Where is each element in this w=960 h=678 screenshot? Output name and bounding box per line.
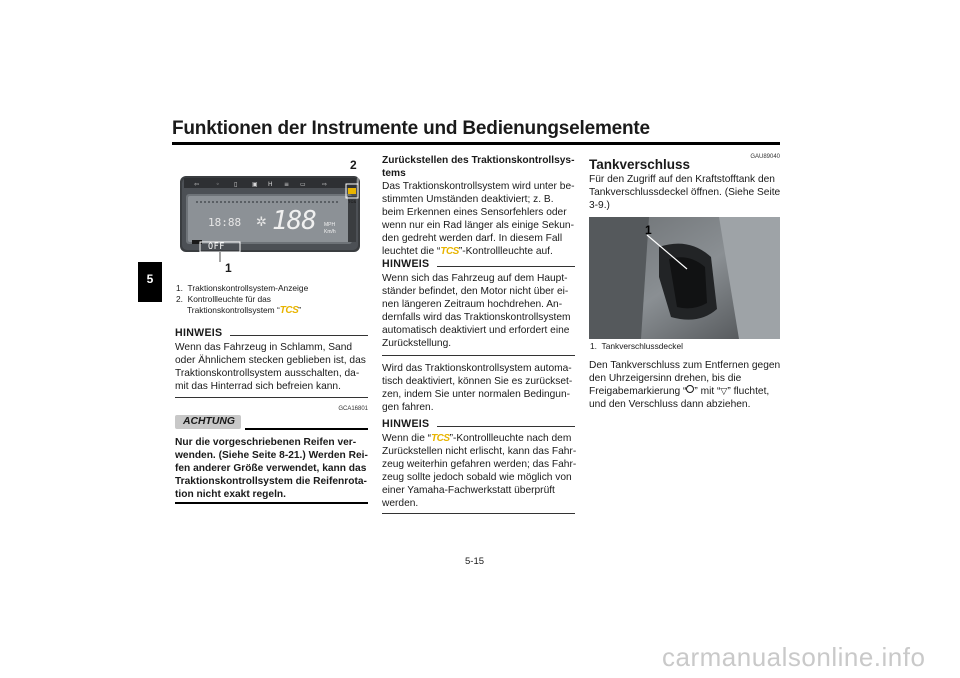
lcd-off-text: OFF <box>208 242 225 252</box>
caption-2: 2. Kontrollleuchte für das <box>176 294 271 304</box>
fuel-cap-photo <box>589 217 780 339</box>
tcs-symbol: TCS <box>431 433 450 444</box>
code-gau89040: GAU89040 <box>750 154 780 160</box>
lcd-tcs-label: TCS <box>348 199 356 204</box>
achtung-rule <box>245 428 368 430</box>
caption-1: 1. Traktionskontrollsystem-Anzeige <box>176 283 309 293</box>
watermark: carmanualsonline.info <box>662 642 926 672</box>
dashboard-illustration <box>172 158 368 276</box>
caption-2-cont: Traktionskontrollsystem “TCS” <box>187 305 302 316</box>
hinweis2-bottom-rule <box>382 513 575 514</box>
photo-caption: 1. Tankverschlussdeckel <box>590 341 683 351</box>
lcd-small-digits: 18:88 <box>208 216 242 229</box>
svg-text:≡: ≡ <box>284 181 290 188</box>
svg-text:▣: ▣ <box>252 181 258 188</box>
dashboard-figure <box>172 158 368 276</box>
triangle-down-icon: ▽ <box>720 386 728 396</box>
svg-text:▭: ▭ <box>300 181 306 188</box>
chapter-tab: 5 <box>138 262 162 302</box>
hinweis1-heading: HINWEIS <box>382 258 430 270</box>
tank-intro: Für den Zugriff auf den Kraftstofftank den Tankverschlussdeckel öffnen. (Siehe Seite 3-9.) <box>589 174 781 211</box>
hinweis-rule <box>230 335 368 336</box>
tank-body: Den Tankverschluss zum Entfernen gegen den Uhrzeigersinn drehen, bis die Freigabemarkierung “ ” mit “▽” fluchtet, und den Verschluss dann abziehen. <box>589 360 781 410</box>
reset-heading: Zurückstellen des Traktionskontrollsys- tems <box>382 155 575 179</box>
hinweis2-rule <box>437 426 575 427</box>
hinweis-bottom-rule <box>175 397 368 398</box>
page-title: Funktionen der Instrumente und Bedienungselemente <box>172 118 650 139</box>
lcd-speed-digits: 188 <box>272 206 316 236</box>
achtung-badge: ACHTUNG <box>175 415 241 429</box>
svg-text:⇦: ⇦ <box>194 181 200 188</box>
hinweis1-text: Wenn sich das Fahrzeug auf dem Haupt- ständer befindet, den Motor nicht über ei- nen längeren Zeitraum hochdrehen. An- dernfalls wird das Traktionskontrollsystem automatisch deaktiviert und erfordert eine Zurückstellung. <box>382 273 571 349</box>
callout-1: 1 <box>225 261 232 275</box>
reset-paragraph: Das Traktionskontrollsystem wird unter be- stimmten Umständen deaktiviert; z. B. beim Erkennen eines Sensorfehlers oder wenn nur ein Rad länger als einige Sekun- den gedreht werden darf. In diesem Fall leuchtet die “TCS”-Kontrollleuchte auf. <box>382 181 575 257</box>
achtung-bottom-rule <box>175 502 368 504</box>
fuel-cap-illustration <box>589 217 780 339</box>
svg-text:◦: ◦ <box>216 181 220 188</box>
code-gca16801: GCA16801 <box>338 406 368 412</box>
hinweis2-text: Wenn die “TCS”-Kontrollleuchte nach dem Zurückstellen nicht erlischt, kann das Fahr- zeug weiterhin gefahren werden; das Fahr- zeug sollte jedoch sobald wie möglich von einer Yamaha-Fachwerkstatt überprüft werden. <box>382 433 577 509</box>
lcd-unit-kmh: Km/h <box>324 229 336 235</box>
svg-text:▯: ▯ <box>234 181 238 188</box>
svg-text:H: H <box>268 181 273 188</box>
hinweis-heading: HINWEIS <box>175 327 223 339</box>
lcd-snowflake-icon: ✲ <box>256 214 267 229</box>
hinweis1-rule <box>437 266 575 267</box>
tank-title: Tankverschluss <box>589 157 691 172</box>
tcs-symbol: TCS <box>279 305 299 316</box>
svg-text:⇨: ⇨ <box>322 181 328 188</box>
achtung-text: Nur die vorgeschriebenen Reifen ver- wenden. (Siehe Seite 8-21.) Werden Rei- fen anderer Größe verwendet, kann das Traktionskontrollsystem die Reifenrota- tion nicht exakt regeln. <box>175 437 368 500</box>
callout-2: 2 <box>350 158 357 172</box>
hinweis-text: Wenn das Fahrzeug in Schlamm, Sand oder Ähnlichem stecken geblieben ist, das Traktionskontrollsystem ausschalten, da- mit das Hinterrad sich befreien kann. <box>175 342 366 392</box>
photo-callout-1: 1 <box>645 223 652 237</box>
hinweis1-bottom-rule <box>382 355 575 356</box>
hinweis2-heading: HINWEIS <box>382 418 430 430</box>
tcs-symbol: TCS <box>440 246 459 257</box>
header-rule <box>172 142 780 145</box>
reset-paragraph-2: Wird das Traktionskontrollsystem automa- tisch deaktiviert, können Sie es zurückset- zen, indem Sie unter normalen Bedingun- gen fahren. <box>382 363 573 413</box>
lcd-unit-mph: MPH <box>324 222 336 228</box>
page-number: 5-15 <box>465 556 485 567</box>
